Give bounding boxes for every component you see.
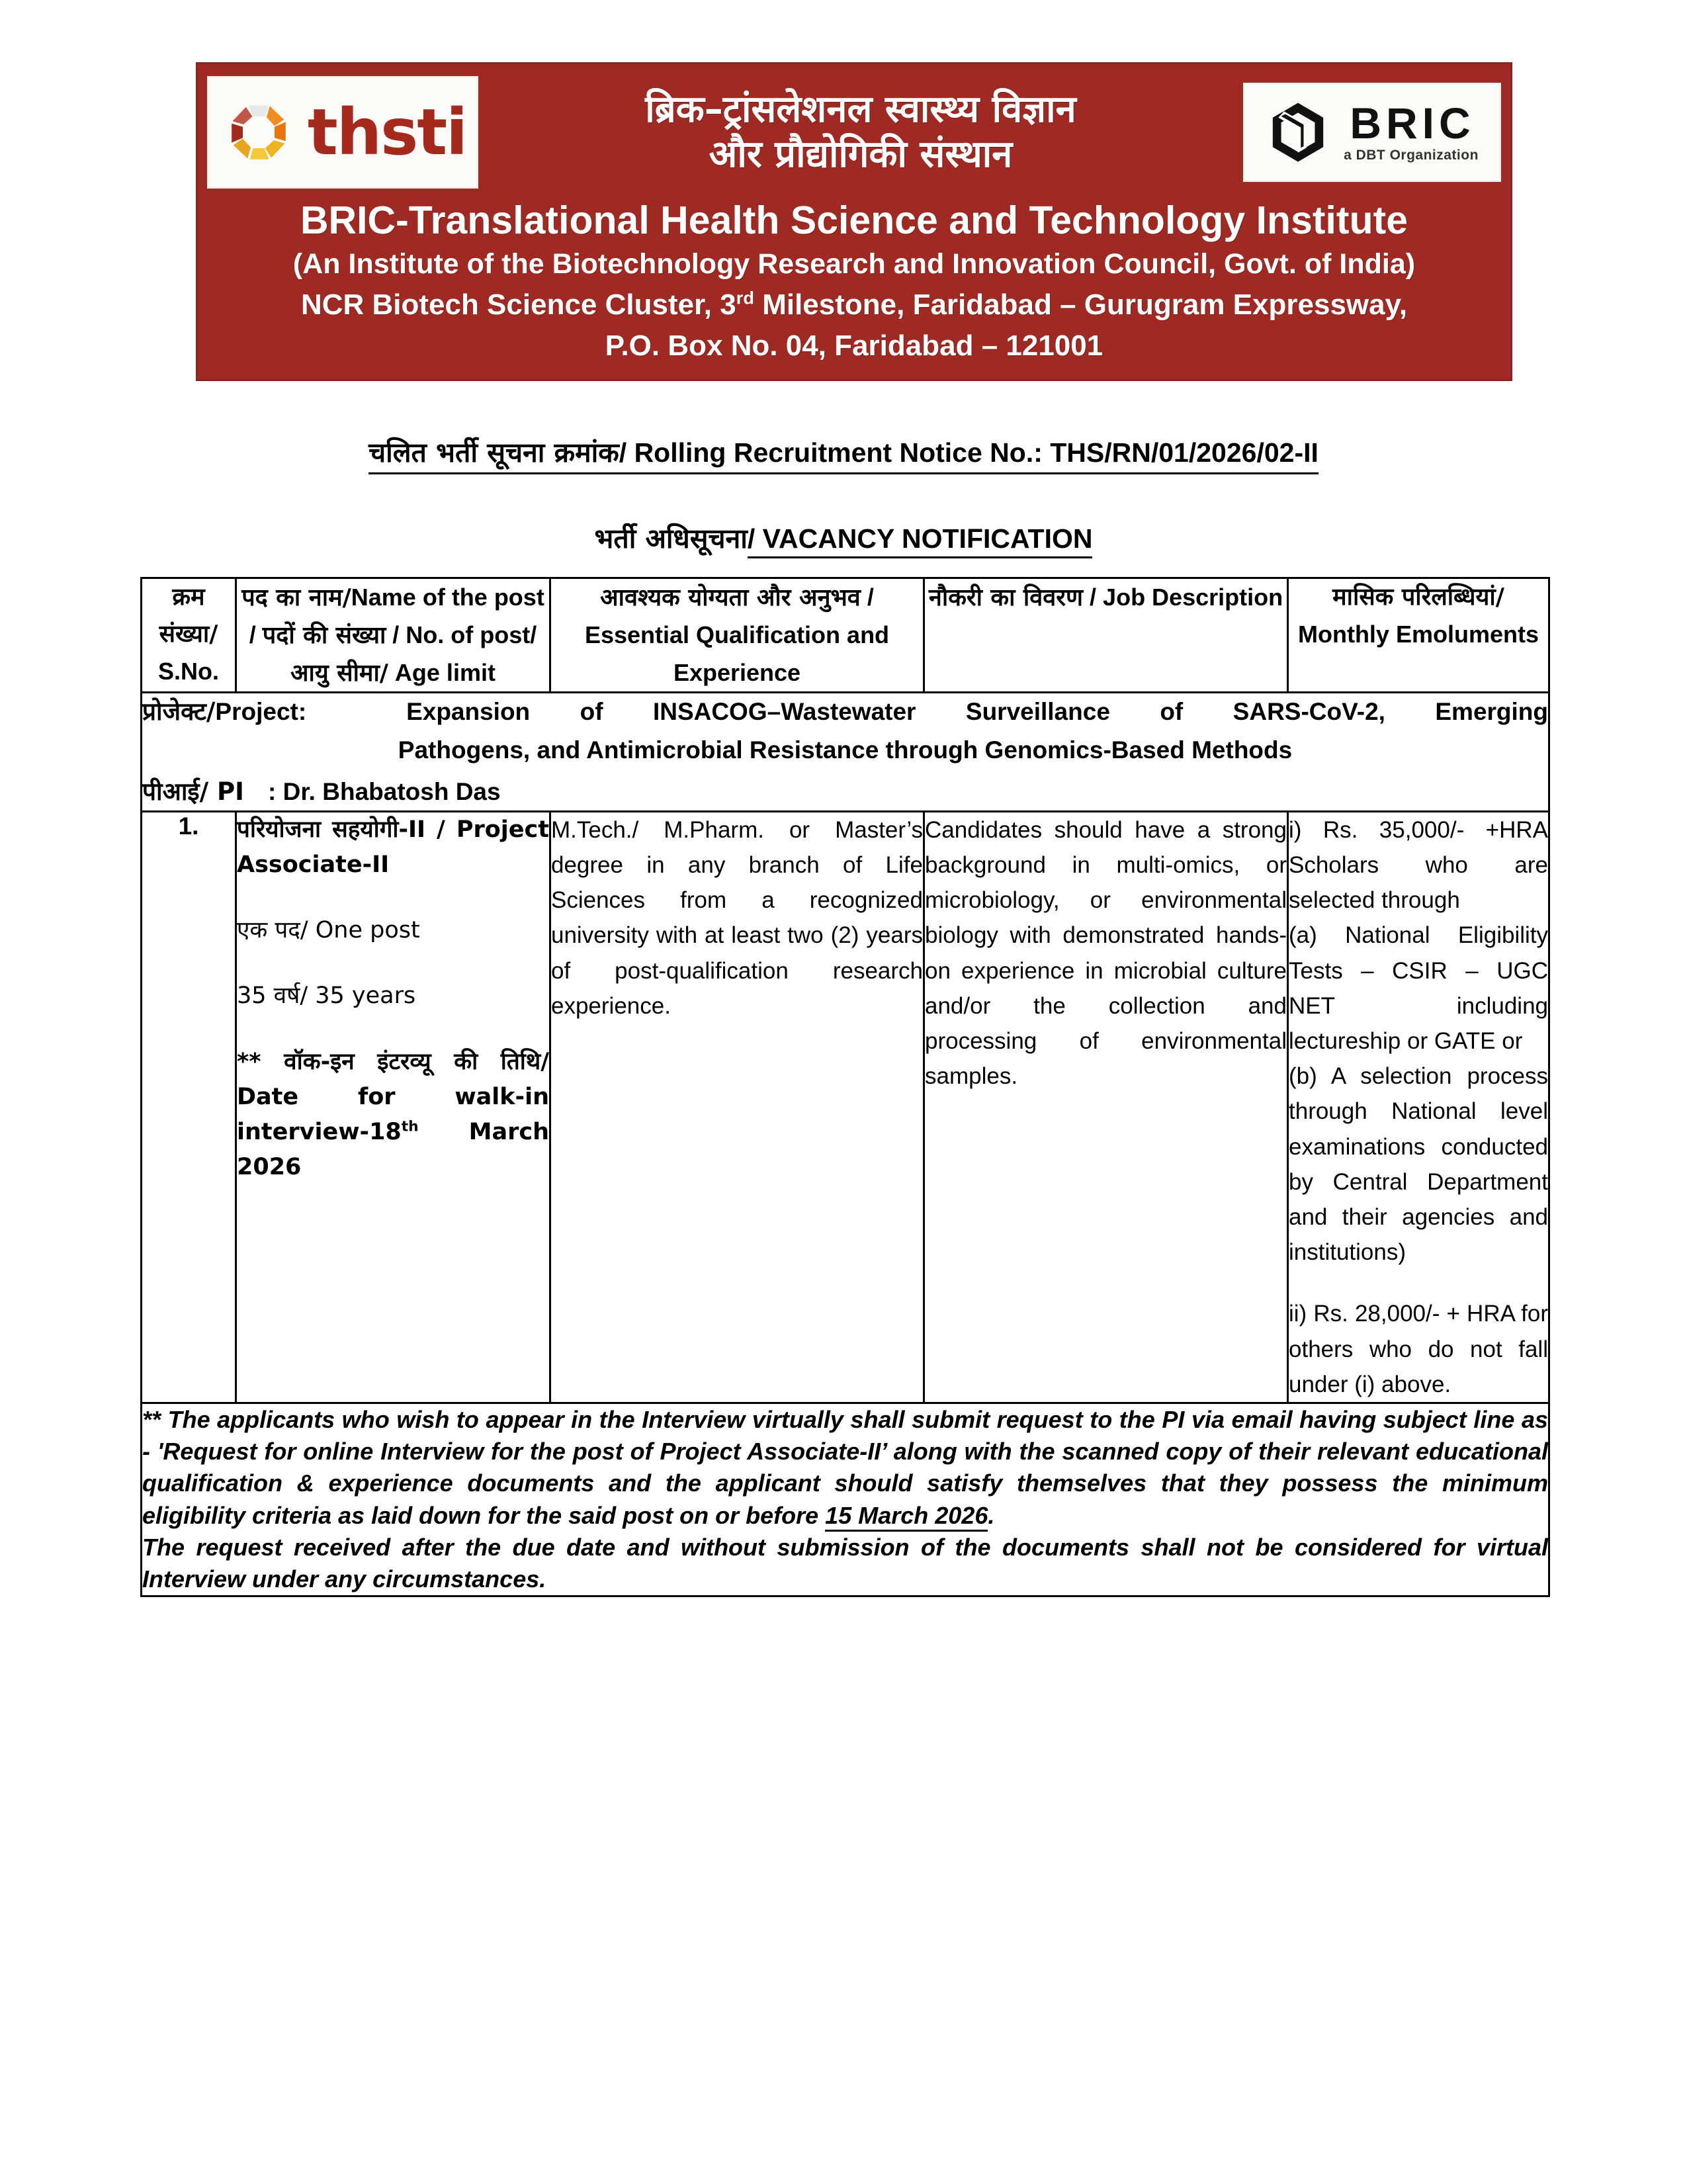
header-qualification-hindi: आवश्यक योग्यता और अनुभव xyxy=(600,584,861,611)
spacer xyxy=(237,883,549,913)
header-job-hindi: नौकरी का विवरण xyxy=(928,584,1084,611)
thsti-logo xyxy=(207,76,478,189)
walkin-note-english: Date for walk-in interview- xyxy=(237,1083,549,1146)
vacancy-notification-title xyxy=(0,519,1687,558)
header-post-hindi-2: पदों की संख्या xyxy=(262,621,386,649)
footer-para1-end: . xyxy=(988,1501,995,1529)
table-header-row xyxy=(142,578,1549,693)
post-title: परियोजना सहयोगी-II / Project Associate-II xyxy=(237,816,549,879)
walkin-note-hindi: ** वॉक-इन इंटरव्यू की तिथि/ xyxy=(237,1048,549,1075)
project-info-row xyxy=(142,693,1549,812)
recruitment-notice-number xyxy=(0,433,1687,474)
pi-separator: : xyxy=(268,778,277,806)
header-qualification xyxy=(550,578,924,693)
institute-letterhead xyxy=(196,62,1512,381)
project-label-hindi: प्रोजेक्ट/ xyxy=(142,697,216,726)
header-job-english: / Job Description xyxy=(1083,584,1283,611)
header-post-english-1: Name of the post / xyxy=(249,584,544,648)
bric-tagline: a DBT Organization xyxy=(1344,148,1479,163)
institute-address-line2: P.O. Box No. 04, Faridabad – 121001 xyxy=(605,329,1103,363)
post-count: एक पद/ One post xyxy=(237,917,420,944)
header-qualification-english: / Essential Qualification and Experience xyxy=(584,584,890,686)
address-part-a: NCR Biotech Science Cluster, 3 xyxy=(300,288,736,321)
row-qualification: M.Tech./ M.Pharm. or Master’s degree in any branch of Life Sciences from a recognized university with at least two (2) years of post-qualification research experience. xyxy=(550,811,924,1403)
letterhead-top-row xyxy=(198,69,1510,195)
footer-para1-text: ** The applicants who wish to appear in the Interview virtually shall submit request to the PI via email having subject line as - 'Request for online Interview for the post of Project Associate-II’ along with the scanned copy of their relevant educational qualification & experience documents and the applicant should satisfy themselves that they possess the minimum eligibility criteria as laid down for the said post on or before xyxy=(142,1405,1548,1529)
bric-logo xyxy=(1243,83,1501,182)
bric-hexagon-icon xyxy=(1263,97,1333,167)
header-post-name xyxy=(236,578,550,693)
institute-name-hindi-line1: ब्रिक–ट्रांसलेशनल स्वास्थ्य विज्ञान xyxy=(645,87,1076,131)
header-emoluments-hindi: मासिक परिलब्धियां/ xyxy=(1332,584,1504,611)
walkin-date-ordinal: th xyxy=(401,1118,419,1135)
row-job-description: Candidates should have a strong background in multi-omics, or microbiology, or environmental biology with demonstrated hands-on experience in microbial culture and/or the collection and processing of environmental samples. xyxy=(924,811,1288,1403)
footer-note-cell xyxy=(142,1403,1549,1596)
project-info-cell xyxy=(142,693,1549,812)
row-sno: 1. xyxy=(142,811,236,1403)
spacer xyxy=(1289,1270,1548,1296)
walkin-date-day: 18 xyxy=(369,1119,402,1146)
address-ordinal-suffix: rd xyxy=(736,287,754,308)
vacancy-title-hindi: भर्ती अधिसूचना xyxy=(594,523,748,554)
header-job-description xyxy=(924,578,1288,693)
header-emoluments-english: Monthly Emoluments xyxy=(1297,620,1539,648)
walkin-date-month-year: March 2026 xyxy=(237,1119,549,1181)
address-part-b: Milestone, Faridabad – Gurugram Expressway, xyxy=(754,288,1408,321)
emoluments-item-b: (b) A selection process through National level examinations conducted by Central Department and their agencies and institutions) xyxy=(1289,1063,1548,1266)
notice-number-hindi: चलित भर्ती सूचना क्रमांक xyxy=(368,437,619,468)
vacancy-title-english: / VACANCY NOTIFICATION xyxy=(748,523,1093,558)
institute-affiliation: (An Institute of the Biotechnology Research and Innovation Council, Govt. of India) xyxy=(292,247,1416,280)
pi-line xyxy=(142,773,1548,810)
header-post-english-3: Age limit xyxy=(388,658,496,686)
walkin-interview-note xyxy=(237,1045,549,1186)
header-post-hindi-1: पद का नाम/ xyxy=(241,584,351,611)
footer-deadline-date: 15 March 2026 xyxy=(825,1502,988,1532)
footer-paragraph-2: The request received after the due date and without submission of the documents shall not be considered for virtual Interview under any circumstances. xyxy=(142,1533,1548,1593)
header-sno xyxy=(142,578,236,693)
project-name-line-2: Pathogens, and Antimicrobial Resistance through Genomics-Based Methods xyxy=(398,736,1293,764)
pi-name: Dr. Bhabatosh Das xyxy=(282,778,501,806)
bric-wordmark: BRIC xyxy=(1350,99,1475,148)
pi-label: पीआई/ PI xyxy=(142,777,244,807)
thsti-ring-icon xyxy=(219,93,298,172)
table-row xyxy=(142,811,1549,1403)
project-name-line-1: Expansion of INSACOG–Wastewater Surveillance of SARS-CoV-2, Emerging xyxy=(406,698,1548,726)
row-emoluments xyxy=(1288,811,1549,1403)
notice-number-english: / Rolling Recruitment Notice No.: THS/RN/01/2026/02-II xyxy=(619,437,1319,468)
header-post-hindi-3: आयु सीमा/ xyxy=(290,659,388,687)
header-post-english-2: / No. of post/ xyxy=(386,621,537,648)
header-sno-english: S.No. xyxy=(157,657,219,685)
footer-paragraph-1 xyxy=(142,1404,1548,1532)
emoluments-item-i: i) Rs. 35,000/- +HRA Scholars who are selected through xyxy=(1289,816,1548,914)
emoluments-item-a: (a) National Eligibility Tests – CSIR – UGC NET including lectureship or GATE or xyxy=(1289,922,1548,1055)
vacancy-table xyxy=(140,577,1550,1597)
spacer xyxy=(237,1014,549,1045)
institute-name-english: BRIC-Translational Health Science and Technology Institute xyxy=(300,198,1408,242)
spacer xyxy=(237,948,549,979)
institute-address-line1 xyxy=(198,284,1510,326)
institute-name-hindi xyxy=(478,87,1243,178)
project-line-1 xyxy=(142,693,1548,730)
header-emoluments xyxy=(1288,578,1549,693)
project-label-english: Project: xyxy=(215,698,307,726)
institute-name-hindi-line2: और प्रौद्योगिकी संस्थान xyxy=(709,133,1013,176)
post-age-limit: 35 वर्ष/ 35 years xyxy=(237,983,416,1010)
emoluments-item-ii: ii) Rs. 28,000/- + HRA for others who do not fall under (i) above. xyxy=(1289,1301,1548,1397)
header-sno-hindi: क्रम संख्या/ xyxy=(159,584,218,648)
row-post-details xyxy=(236,811,550,1403)
footer-note-row xyxy=(142,1403,1549,1596)
thsti-wordmark: thsti xyxy=(307,95,467,169)
